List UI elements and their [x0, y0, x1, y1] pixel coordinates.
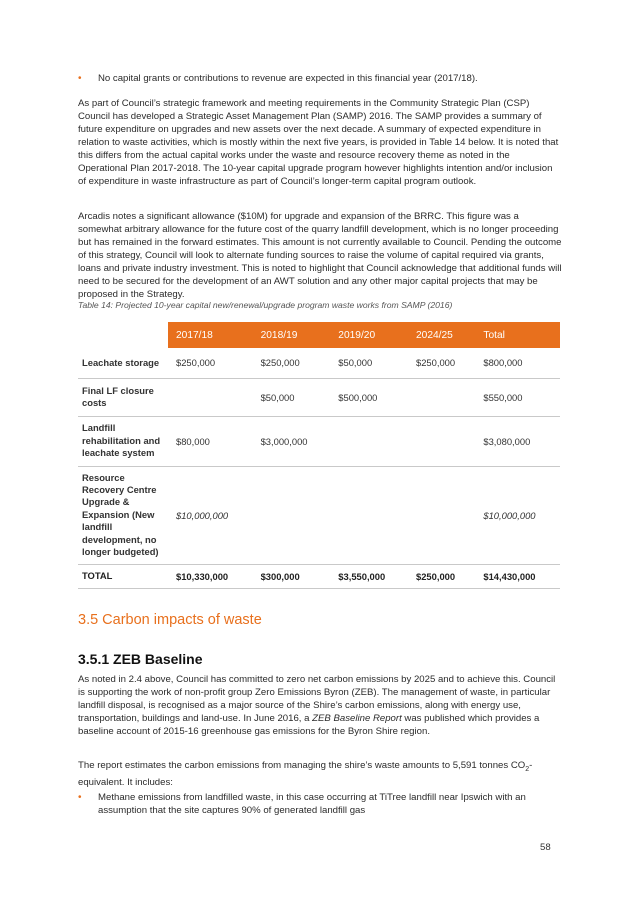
bullet-text: No capital grants or contributions to revenue are expected in this financial year (2017/18).: [98, 73, 478, 84]
table-cell: $550,000: [475, 378, 560, 416]
section-heading: 3.5 Carbon impacts of waste: [78, 612, 262, 628]
table-row: [78, 378, 560, 416]
table-cell: $250,000: [408, 564, 475, 588]
table-cell: $250,000: [408, 348, 475, 378]
co2-subscript: 2: [525, 765, 530, 773]
bullet-icon: •: [78, 792, 82, 803]
table-cell: $10,000,000: [168, 466, 253, 564]
row-label: Resource Recovery Centre Upgrade & Expansion (New landfill development, no longer budgeted): [78, 466, 168, 564]
table-cell: $10,330,000: [168, 564, 253, 588]
table-cell: [408, 466, 475, 564]
table-cell: $250,000: [253, 348, 331, 378]
table-header-cell: 2018/19: [253, 322, 331, 348]
paragraph-arcadis: Arcadis notes a significant allowance ($10M) for upgrade and expansion of the BRRC. This figure was a somewhat arbitrary allowance for the future cost of the quarry landfill development, which is no longer proceeding but has remained in the forward estimates. This amount is not currently available to Council. Pending the outcome of this strategy, Council will look to alternate funding sources to raise the volume of capital required via grants, loans and private industry investment. This is noted to highlight that Council acknowledge that additional funds will need to be secured for the development of an AWT solution and any other major capital projects that may be proposed in the Strategy.: [78, 211, 562, 300]
table-cell: $10,000,000: [475, 466, 560, 564]
paragraph-zeb-text-b: was published which provides a baseline account of 2015-16 greenhouse gas emissions for the Byron Shire region.: [78, 713, 540, 737]
table-cell: $500,000: [330, 378, 408, 416]
row-label: Final LF closure costs: [78, 378, 168, 416]
table-row: [78, 416, 560, 466]
table-cell: [330, 466, 408, 564]
table-cell: [330, 416, 408, 466]
zeb-report-title: ZEB Baseline Report: [312, 713, 402, 724]
paragraph-samp: As part of Council’s strategic framework and meeting requirements in the Community Strategic Plan (CSP) Council has developed a Strategic Asset Management Plan (SAMP) 2016. The SAMP provides a summary of future expenditure on upgrades and new assets over the next decade. A summary of expected expenditure in relation to waste activities, which is mostly within the next five years, is provided in Table 14 below. It is noted that this differs from the actual capital works under the waste and resource recovery theme as noted in the Operational Plan 2017-2018. The 10-year capital upgrade program however highlights intention and/or inclusion of expenditure in waste infrastructure as part of Council’s longer-term capital program outlook.: [78, 98, 559, 187]
table-header-cell: 2024/25: [408, 322, 475, 348]
paragraph-zeb: [78, 673, 562, 738]
table-cell: $14,430,000: [475, 564, 560, 588]
table-cell: $300,000: [253, 564, 331, 588]
bullet-icon: •: [78, 73, 82, 84]
table-cell: $50,000: [330, 348, 408, 378]
table-cell: [253, 466, 331, 564]
table-header-cell: 2017/18: [168, 322, 253, 348]
table-cell: $250,000: [168, 348, 253, 378]
row-label: Landfill rehabilitation and leachate system: [78, 416, 168, 466]
table-row: [78, 466, 560, 564]
table-cell: $3,080,000: [475, 416, 560, 466]
table-cell: $3,000,000: [253, 416, 331, 466]
paragraph-zeb-text-a: As noted in 2.4 above, Council has committed to zero net carbon emissions by 2025 and to achieve this. Council is supporting the work of non-profit group Zero Emissions Byron (ZEB). The management of waste, in particular landfill disposal, is recognised as a major source of the Shire’s carbon emissions, along with energy use, transportation, buildings and land-use. In June 2016, a: [78, 674, 556, 724]
capital-program-table: [78, 322, 560, 589]
paragraph-estimate-text-a: The report estimates the carbon emissions from managing the shire’s waste amounts to 5,591 tonnes CO: [78, 760, 526, 771]
table-header-row: [78, 322, 560, 348]
page-number: 58: [540, 842, 551, 853]
table-total-row: [78, 564, 560, 588]
table-cell: [408, 378, 475, 416]
bullet-item: [78, 791, 562, 817]
table-cell: $800,000: [475, 348, 560, 378]
table-row: [78, 348, 560, 378]
row-label: Leachate storage: [78, 348, 168, 378]
table-cell: $80,000: [168, 416, 253, 466]
paragraph-estimate: [78, 759, 562, 789]
table-header-cell: Total: [475, 322, 560, 348]
bullet-text: Methane emissions from landfilled waste, in this case occurring at TiTree landfill near Ipswich with an assumption that the site captures 90% of generated landfill gas: [98, 792, 526, 816]
table-header-cell: 2019/20: [330, 322, 408, 348]
subsection-heading: 3.5.1 ZEB Baseline: [78, 651, 203, 667]
row-label: TOTAL: [78, 564, 168, 588]
bullet-item: [78, 72, 562, 85]
table-cell: $3,550,000: [330, 564, 408, 588]
table-caption: Table 14: Projected 10-year capital new/renewal/upgrade program waste works from SAMP (2016): [78, 300, 453, 310]
table-cell: [168, 378, 253, 416]
table-cell: $50,000: [253, 378, 331, 416]
paragraph-estimate-text-b: -equivalent. It includes:: [78, 760, 533, 788]
table-header-blank: [78, 322, 168, 348]
table-cell: [408, 416, 475, 466]
